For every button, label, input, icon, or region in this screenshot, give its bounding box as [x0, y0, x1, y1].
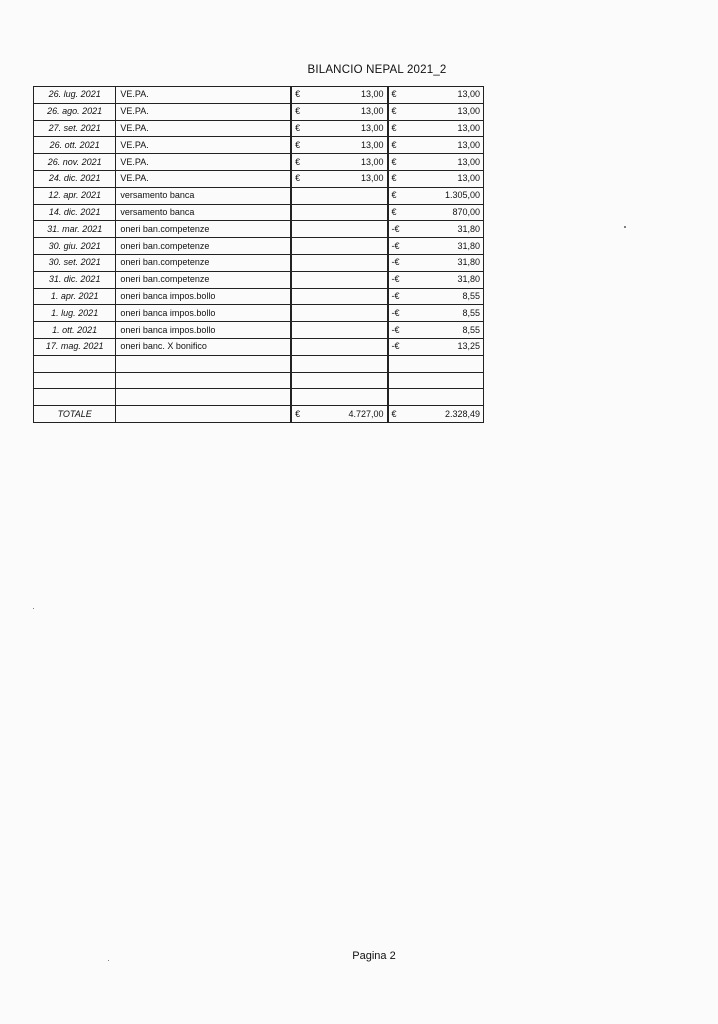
currency-symbol: -€: [391, 307, 400, 318]
row-amount-2: [388, 238, 484, 255]
row-date: 17. mag. 2021: [34, 338, 116, 355]
row-amount-2: [388, 355, 484, 372]
row-amount-2: [388, 103, 484, 120]
currency-symbol: -€: [391, 290, 400, 301]
amount-value: 13,00: [361, 173, 384, 184]
row-amount-1: [291, 87, 387, 104]
table-row: [34, 103, 484, 120]
row-date: [34, 355, 116, 372]
currency-symbol: €: [391, 106, 397, 117]
currency-symbol: -€: [391, 324, 400, 335]
row-amount-1: [291, 406, 387, 423]
currency-symbol: €: [295, 408, 301, 419]
row-amount-1: [291, 238, 387, 255]
row-description: VE.PA.: [116, 170, 291, 187]
row-date: 1. lug. 2021: [34, 305, 116, 322]
row-date: 31. dic. 2021: [34, 271, 116, 288]
row-description: VE.PA.: [116, 87, 291, 104]
total-label: TOTALE: [34, 406, 116, 423]
amount-value: 13,00: [361, 89, 384, 100]
row-description: oneri banc. X bonifico: [116, 338, 291, 355]
row-amount-1: [291, 154, 387, 171]
row-description: [116, 406, 291, 423]
table-row: [34, 322, 484, 339]
table-row: [34, 137, 484, 154]
amount-value: 13,00: [457, 122, 480, 133]
scan-speck: [624, 226, 626, 228]
currency-symbol: €: [295, 122, 301, 133]
currency-symbol: -€: [391, 274, 400, 285]
row-amount-2: [388, 170, 484, 187]
table-row: [34, 238, 484, 255]
row-date: 1. ott. 2021: [34, 322, 116, 339]
currency-symbol: -€: [391, 257, 400, 268]
row-date: 12. apr. 2021: [34, 187, 116, 204]
table-row: [34, 170, 484, 187]
row-date: 30. giu. 2021: [34, 238, 116, 255]
row-date: [34, 389, 116, 406]
row-date: 26. ago. 2021: [34, 103, 116, 120]
row-amount-2: [388, 372, 484, 389]
currency-symbol: €: [391, 206, 397, 217]
currency-symbol: €: [295, 106, 301, 117]
currency-symbol: €: [391, 156, 397, 167]
amount-value: 13,00: [457, 106, 480, 117]
row-date: 14. dic. 2021: [34, 204, 116, 221]
currency-symbol: -€: [391, 240, 400, 251]
row-date: 24. dic. 2021: [34, 170, 116, 187]
row-amount-1: [291, 288, 387, 305]
row-amount-1: [291, 103, 387, 120]
row-amount-1: [291, 204, 387, 221]
amount-value: 8,55: [462, 324, 480, 335]
currency-symbol: €: [391, 122, 397, 133]
row-amount-1: [291, 187, 387, 204]
amount-value: 8,55: [462, 290, 480, 301]
table-row: [34, 305, 484, 322]
amount-value: 4.727,00: [348, 408, 384, 419]
table-row: [34, 372, 484, 389]
row-amount-1: [291, 389, 387, 406]
currency-symbol: €: [295, 156, 301, 167]
table-row: [34, 120, 484, 137]
row-amount-1: [291, 322, 387, 339]
ledger-table: [33, 86, 484, 423]
row-amount-2: [388, 322, 484, 339]
table-row: [34, 187, 484, 204]
row-amount-2: [388, 137, 484, 154]
amount-value: 13,00: [361, 139, 384, 150]
table-row: [34, 221, 484, 238]
currency-symbol: €: [391, 173, 397, 184]
row-amount-2: [388, 406, 484, 423]
table-row: [34, 355, 484, 372]
row-description: oneri ban.competenze: [116, 238, 291, 255]
amount-value: 31,80: [457, 240, 480, 251]
amount-value: 13,00: [457, 139, 480, 150]
currency-symbol: €: [295, 139, 301, 150]
row-amount-1: [291, 305, 387, 322]
row-description: versamento banca: [116, 187, 291, 204]
table-row: [34, 338, 484, 355]
row-amount-2: [388, 120, 484, 137]
row-amount-1: [291, 254, 387, 271]
amount-value: 13,00: [457, 89, 480, 100]
currency-symbol: €: [295, 89, 301, 100]
row-amount-1: [291, 170, 387, 187]
row-description: [116, 355, 291, 372]
table-row: [34, 87, 484, 104]
currency-symbol: €: [295, 173, 301, 184]
currency-symbol: €: [391, 89, 397, 100]
row-date: 26. lug. 2021: [34, 87, 116, 104]
page-number: Pagina 2: [352, 950, 396, 962]
row-description: oneri banca impos.bollo: [116, 322, 291, 339]
amount-value: 13,00: [361, 122, 384, 133]
amount-value: 13,00: [361, 106, 384, 117]
row-description: VE.PA.: [116, 120, 291, 137]
row-description: oneri ban.competenze: [116, 254, 291, 271]
row-amount-2: [388, 389, 484, 406]
row-amount-2: [388, 204, 484, 221]
table-row: [34, 254, 484, 271]
row-amount-2: [388, 288, 484, 305]
amount-value: 31,80: [457, 223, 480, 234]
row-amount-2: [388, 187, 484, 204]
row-description: oneri banca impos.bollo: [116, 288, 291, 305]
row-description: VE.PA.: [116, 154, 291, 171]
row-date: 30. set. 2021: [34, 254, 116, 271]
row-description: [116, 389, 291, 406]
row-amount-2: [388, 254, 484, 271]
table-row: [34, 288, 484, 305]
row-amount-2: [388, 221, 484, 238]
ledger-body: [34, 87, 484, 423]
table-row: [34, 204, 484, 221]
currency-symbol: €: [391, 139, 397, 150]
row-amount-1: [291, 221, 387, 238]
amount-value: 2.328,49: [444, 408, 480, 419]
page-title: BILANCIO NEPAL 2021_2: [307, 64, 447, 76]
amount-value: 1.305,00: [444, 190, 480, 201]
row-date: [34, 372, 116, 389]
table-row: [34, 154, 484, 171]
row-description: oneri ban.competenze: [116, 221, 291, 238]
row-description: VE.PA.: [116, 137, 291, 154]
row-amount-1: [291, 372, 387, 389]
row-date: 27. set. 2021: [34, 120, 116, 137]
currency-symbol: €: [391, 190, 397, 201]
row-amount-2: [388, 154, 484, 171]
amount-value: 13,00: [457, 156, 480, 167]
row-description: VE.PA.: [116, 103, 291, 120]
scan-speck: [108, 960, 109, 961]
row-amount-2: [388, 305, 484, 322]
total-row: [34, 406, 484, 423]
row-amount-1: [291, 355, 387, 372]
table-row: [34, 389, 484, 406]
row-description: [116, 372, 291, 389]
row-amount-2: [388, 338, 484, 355]
amount-value: 870,00: [452, 206, 480, 217]
row-amount-1: [291, 338, 387, 355]
amount-value: 31,80: [457, 257, 480, 268]
table-row: [34, 271, 484, 288]
row-date: 26. nov. 2021: [34, 154, 116, 171]
row-amount-2: [388, 87, 484, 104]
currency-symbol: -€: [391, 223, 400, 234]
row-description: oneri banca impos.bollo: [116, 305, 291, 322]
scan-speck: [33, 608, 34, 609]
row-amount-1: [291, 137, 387, 154]
row-date: 26. ott. 2021: [34, 137, 116, 154]
currency-symbol: -€: [391, 341, 400, 352]
amount-value: 8,55: [462, 307, 480, 318]
row-date: 1. apr. 2021: [34, 288, 116, 305]
row-amount-1: [291, 271, 387, 288]
amount-value: 31,80: [457, 274, 480, 285]
amount-value: 13,25: [457, 341, 480, 352]
amount-value: 13,00: [457, 173, 480, 184]
row-description: oneri ban.competenze: [116, 271, 291, 288]
row-description: versamento banca: [116, 204, 291, 221]
row-date: 31. mar. 2021: [34, 221, 116, 238]
amount-value: 13,00: [361, 156, 384, 167]
row-amount-1: [291, 120, 387, 137]
currency-symbol: €: [391, 408, 397, 419]
row-amount-2: [388, 271, 484, 288]
